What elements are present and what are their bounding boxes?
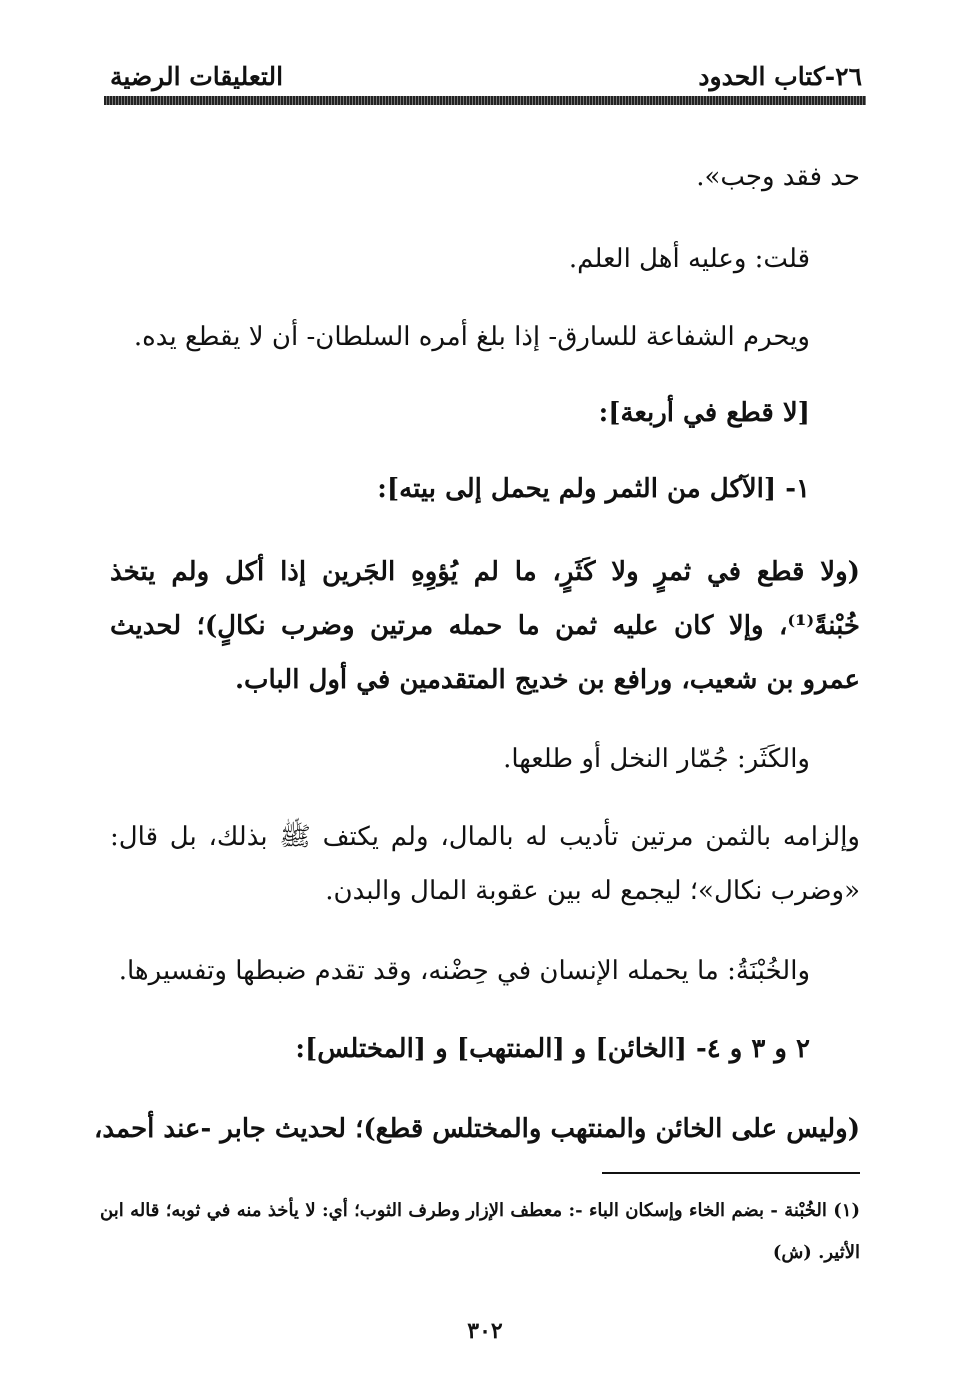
header-divider (104, 96, 866, 105)
paragraph-8: وإلزامه بالثمن مرتين تأديب له بالمال، ولم يكتف ﷺ بذلك، بل قال: «وضرب نكال»؛ ليجمع له بين عقوبة المال والبدن. (110, 822, 860, 906)
chapter-heading: ٢٦-كتاب الحدود (698, 62, 862, 91)
section-heading-1: ١- [الآكل من الثمر ولم يحمل إلى بيته]: (377, 474, 810, 504)
paragraph-2: قلت: وعليه أهل العلم. (568, 244, 810, 274)
paragraph-3: ويحرم الشفاعة للسارق- إذا بلغ أمره السلطان- أن لا يقطع يده. (133, 322, 810, 352)
section-heading-2-4: ٢ و ٣ و ٤- [الخائن] و [المنتهب] و [المختلس]: (295, 1034, 810, 1064)
paragraph-6: (ولا قطع في ثمرٍ ولا كَثَرٍ، ما لم يُؤوِهِ الجَرين إذا أكل ولم يتخذ خُبْنةً⁽¹⁾، وإلا كان عليه ثمن ما حمله مرتين وضرب نكالٍ)؛ لحديث عمرو بن شعيب، ورافع بن خديج المتقدمين في أول الباب. (110, 557, 860, 695)
paragraph-7: والكَثَر: جُمّار النخل أو طلعها. (503, 744, 810, 774)
page-number: ٣٠٢ (467, 1318, 503, 1344)
footnote-divider (602, 1172, 860, 1174)
paragraph-1: حد فقد وجب». (696, 162, 860, 192)
section-heading-four: [لا قطع في أربعة]: (598, 398, 810, 428)
paragraph-9: والخُبْنَةُ: ما يحمله الإنسان في حِضْنه، وقد تقدم ضبطها وتفسيرها. (118, 956, 810, 986)
book-title: التعليقات الرضية (110, 62, 284, 91)
footnote: (١) الخُبْنة - بضم الخاء وإسكان الباء -: معطف الإزار وطرف الثوب؛ أي: لا يأخذ منه في ثوبه؛ قاله ابن الأثير. (ش) (100, 1200, 860, 1263)
paragraph-11: (وليس على الخائن والمنتهب والمختلس قطع)؛ لحديث جابر -عند أحمد، (94, 1114, 860, 1144)
